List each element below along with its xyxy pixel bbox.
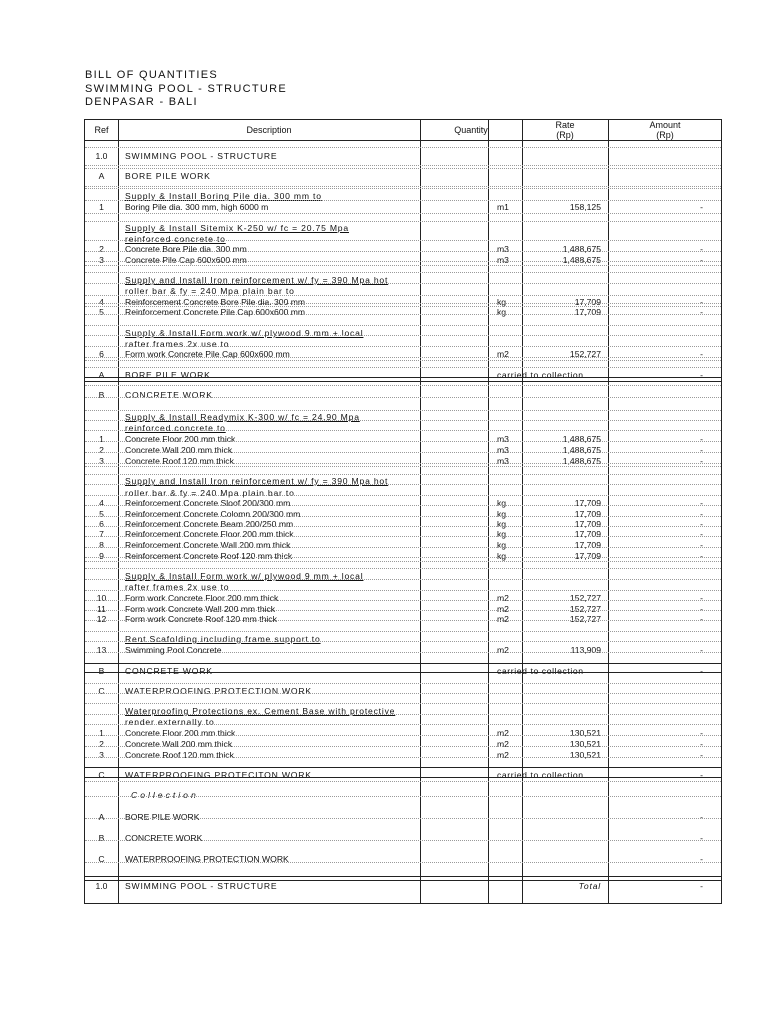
row-unit: m2	[497, 645, 509, 655]
section-rule	[85, 377, 721, 378]
row-rule	[85, 484, 721, 485]
row-amount: -	[700, 307, 703, 317]
row-unit: m3	[497, 434, 509, 444]
row-description: roller bar & fy = 240 Mpa plain bar to	[125, 488, 295, 498]
row-description: Supply & Install Sitemix K-250 w/ fc = 20.75 Mpa	[125, 223, 349, 233]
row-description: WATERPROOFING PROTECITON WORK	[125, 770, 312, 780]
row-rule	[85, 735, 721, 736]
row-description: WATERPROOFING PROTECTION WORK	[125, 854, 289, 864]
row-rule	[85, 631, 721, 632]
row-description: Reinforcement Concrete Bore Pile dia. 300 mm	[125, 297, 306, 307]
row-description: BORE PILE WORK	[125, 370, 211, 380]
header-amount-label: Amount	[649, 119, 681, 130]
column-divider	[488, 120, 489, 903]
row-ref: B	[98, 666, 105, 676]
row-rule	[85, 346, 721, 347]
header-amount	[608, 120, 722, 139]
carried-to-collection: carried to collection	[497, 666, 584, 676]
section-rule	[85, 777, 721, 778]
row-unit: kg	[497, 540, 507, 550]
row-description: CONCRETE WORK	[125, 666, 213, 676]
row-unit: m3	[497, 456, 509, 466]
row-ref: 1	[99, 202, 104, 212]
row-rule	[85, 303, 721, 304]
row-rate: 1,488,675	[562, 244, 601, 254]
row-description: Reinforcement Concrete Pile Cap 600x600 mm	[125, 307, 306, 317]
row-rule	[85, 360, 721, 361]
row-rule	[85, 466, 721, 467]
row-rule	[85, 590, 721, 591]
row-rate: 130,521	[569, 728, 601, 738]
header-description: Description	[246, 124, 292, 135]
row-rule	[85, 547, 721, 548]
row-ref: 9	[99, 551, 104, 561]
row-amount: -	[700, 255, 703, 265]
row-description: Swimming Pool Concrete	[125, 645, 222, 655]
row-amount: -	[700, 529, 703, 539]
row-rate: 1,488,675	[562, 434, 601, 444]
header-amount-unit: (Rp)	[656, 129, 674, 140]
row-rate: 17,709	[574, 529, 601, 539]
row-rule	[85, 781, 721, 782]
row-ref: 5	[99, 307, 104, 317]
row-rule	[85, 568, 721, 569]
row-rule	[85, 840, 721, 841]
row-rule	[85, 213, 721, 214]
row-description: WATERPROOFING PROTECTION WORK	[125, 686, 312, 696]
row-rate: 17,709	[574, 540, 601, 550]
row-amount: -	[700, 519, 703, 529]
row-description: Reinforcement Concrete Colomn 200/300 mm	[125, 509, 301, 519]
row-rule	[85, 186, 721, 187]
row-rule	[85, 703, 721, 704]
row-rate: 1,488,675	[562, 255, 601, 265]
row-description: Form work Concrete Pile Cap 600x600 mm	[125, 349, 290, 359]
row-unit: m1	[497, 202, 509, 212]
row-ref: C	[98, 686, 105, 696]
row-description: Reinforcement Concrete Wall 200 mm thick	[125, 540, 291, 550]
title-line: BILL OF QUANTITIES	[85, 69, 219, 81]
row-description: BORE PILE WORK	[125, 812, 200, 822]
column-divider	[118, 120, 119, 903]
row-unit: m2	[497, 739, 509, 749]
section-rule	[85, 672, 721, 673]
row-description: Collection	[131, 790, 199, 800]
row-description: Supply & Install Form work w/ plywood 9 mm + local	[125, 328, 364, 338]
row-rule	[85, 385, 721, 386]
bill-of-quantities-table	[84, 119, 722, 904]
row-amount: -	[700, 456, 703, 466]
header-quantity: Quantity	[454, 124, 488, 135]
row-description: Supply & Install Readymix K-300 w/ fc = 24.90 Mpa	[125, 412, 360, 422]
row-rule	[85, 536, 721, 537]
row-ref: 4	[99, 498, 104, 508]
row-rule	[85, 325, 721, 326]
row-rule	[85, 693, 721, 694]
row-rate: 1,488,675	[562, 456, 601, 466]
row-rule	[85, 314, 721, 315]
section-rule	[85, 767, 721, 768]
row-unit: m2	[497, 614, 509, 624]
row-rate: 113,909	[570, 645, 601, 655]
header-rate-unit: (Rp)	[556, 129, 574, 140]
row-rate: 130,521	[569, 739, 601, 749]
row-description: render externally to	[125, 717, 215, 727]
row-rule	[85, 240, 721, 241]
row-amount: -	[700, 770, 703, 780]
row-ref: 10	[96, 593, 107, 603]
row-rule	[85, 683, 721, 684]
row-rule	[85, 265, 721, 266]
row-rate: 152,727	[569, 614, 601, 624]
row-unit: m2	[497, 750, 509, 760]
row-rule	[85, 221, 721, 222]
row-unit: kg	[497, 519, 507, 529]
row-amount: -	[700, 833, 703, 843]
row-ref: 2	[99, 244, 104, 254]
row-rule	[85, 724, 721, 725]
row-description: Form work Concrete Roof 120 mm thick	[125, 614, 277, 624]
row-description: Form work Concrete Floor 200 mm thick	[125, 593, 279, 603]
row-ref: 6	[99, 519, 104, 529]
row-amount: -	[700, 551, 703, 561]
row-amount: -	[700, 434, 703, 444]
row-rule	[85, 652, 721, 653]
row-description: Concrete Floor 200 mm thick	[125, 728, 236, 738]
row-ref: 7	[99, 529, 104, 539]
row-description: Reinforcement Concrete Sloof 200/300 mm	[125, 498, 291, 508]
total-label: Total	[578, 881, 601, 891]
row-ref: 11	[97, 604, 106, 614]
row-rate: 17,709	[574, 307, 601, 317]
document-title	[85, 69, 287, 110]
row-ref: 1.0	[95, 151, 108, 161]
row-amount: -	[700, 854, 703, 864]
row-rule	[85, 251, 721, 252]
row-rule	[85, 452, 721, 453]
row-rule	[85, 495, 721, 496]
row-unit: kg	[497, 551, 507, 561]
row-unit: kg	[497, 529, 507, 539]
row-rule	[85, 367, 721, 368]
row-amount: -	[700, 509, 703, 519]
row-amount: -	[700, 445, 703, 455]
title-line: DENPASAR - BALI	[85, 96, 198, 108]
row-unit: kg	[497, 498, 507, 508]
row-rule	[85, 272, 721, 273]
row-rate: 152,727	[569, 593, 601, 603]
section-rule	[85, 880, 721, 881]
row-description: rafter frames 2x use to	[125, 582, 230, 592]
row-rule	[85, 261, 721, 262]
row-rule	[85, 505, 721, 506]
section-rule	[85, 663, 721, 664]
row-rule	[85, 188, 721, 189]
row-unit: m2	[497, 593, 509, 603]
row-ref: C	[98, 854, 105, 864]
header-divider	[85, 140, 721, 141]
row-rate: 130,521	[569, 750, 601, 760]
row-rule	[85, 818, 721, 819]
row-ref: B	[98, 833, 105, 843]
section-rule	[85, 381, 721, 382]
row-rate: 17,709	[574, 509, 601, 519]
row-description: CONCRETE WORK	[125, 390, 213, 400]
row-rule	[85, 168, 721, 169]
row-ref: 5	[99, 509, 104, 519]
row-rule	[85, 283, 721, 284]
row-rule	[85, 600, 721, 601]
row-description: Supply and Install Iron reinforcement w/ fy = 390 Mpa hot	[125, 476, 389, 486]
row-description: rafter frames 2x use to	[125, 339, 230, 349]
row-amount: -	[700, 728, 703, 738]
row-amount: -	[700, 604, 703, 614]
row-description: Concrete Roof 120 mm thick	[125, 456, 234, 466]
row-ref: A	[98, 370, 105, 380]
row-description: reinforced concrete to	[125, 234, 226, 244]
row-amount: -	[700, 498, 703, 508]
row-ref: C	[98, 770, 105, 780]
row-rule	[85, 306, 721, 307]
header-rate-label: Rate	[555, 119, 575, 130]
row-description: Rent Scafolding including frame support to	[125, 634, 321, 644]
row-rule	[85, 746, 721, 747]
row-description: Concrete Roof 120 mm thick	[125, 750, 234, 760]
row-ref: B	[98, 390, 105, 400]
row-description: Concrete Wall 200 mm thick	[125, 445, 233, 455]
row-rate: 1,488,675	[562, 445, 601, 455]
row-amount: -	[700, 540, 703, 550]
row-unit: m2	[497, 349, 509, 359]
row-description: Reinforcement Concrete Roof 120 mm thick	[125, 551, 293, 561]
row-rule	[85, 796, 721, 797]
row-rate: 17,709	[574, 519, 601, 529]
carried-to-collection: carried to collection	[497, 770, 584, 780]
row-ref: 3	[99, 255, 104, 265]
row-rule	[85, 200, 721, 201]
title-line: SWIMMING POOL - STRUCTURE	[85, 82, 287, 95]
row-rule	[85, 410, 721, 411]
row-unit: m3	[497, 445, 509, 455]
row-rule	[85, 335, 721, 336]
row-ref: 1	[99, 434, 104, 444]
row-description: SWIMMING POOL - STRUCTURE	[125, 881, 278, 891]
row-rule	[85, 430, 721, 431]
row-ref: 1	[99, 728, 104, 738]
row-amount: -	[700, 593, 703, 603]
row-rule	[85, 295, 721, 296]
row-description: Concrete Floor 200 mm thick	[125, 434, 236, 444]
row-rule	[85, 147, 721, 148]
row-unit: kg	[497, 297, 507, 307]
column-divider	[608, 120, 609, 903]
row-description: Supply & Install Boring Pile dia. 300 mm to	[125, 191, 322, 201]
row-description: Concrete Bore Pile dia. 300 mm	[125, 244, 247, 254]
row-rule	[85, 441, 721, 442]
row-ref: 1.0	[95, 881, 108, 891]
row-description: Boring Pile dia. 300 mm, high 6000 m	[125, 202, 269, 212]
row-rate: 152,727	[569, 349, 601, 359]
row-description: Supply and Install Iron reinforcement w/ fy = 390 Mpa hot	[125, 275, 389, 285]
row-rule	[85, 757, 721, 758]
row-rule	[85, 579, 721, 580]
row-rule	[85, 397, 721, 398]
row-rule	[85, 516, 721, 517]
row-ref: 3	[99, 750, 104, 760]
row-rule	[85, 620, 721, 621]
carried-to-collection: carried to collection	[497, 370, 584, 380]
row-ref: 6	[99, 349, 104, 359]
row-description: Concrete Pile Cap 600x600 mm	[125, 255, 247, 265]
row-rule	[85, 862, 721, 863]
row-rule	[85, 463, 721, 464]
row-rule	[85, 357, 721, 358]
row-ref: A	[98, 171, 105, 181]
row-unit: m2	[497, 604, 509, 614]
row-unit: kg	[497, 509, 507, 519]
row-ref: 2	[99, 445, 104, 455]
row-rule	[85, 641, 721, 642]
header-ref: Ref	[94, 124, 109, 135]
row-description: Form work Concrete Wall 200 mm thick	[125, 604, 276, 614]
row-amount: -	[700, 750, 703, 760]
row-ref: 12	[96, 614, 107, 624]
row-amount: -	[700, 244, 703, 254]
row-rule	[85, 714, 721, 715]
row-description: Reinforcement Concrete Beam 200/250 mm	[125, 519, 294, 529]
row-amount: -	[700, 349, 703, 359]
row-description: Supply & Install Form work w/ plywood 9 mm + local	[125, 571, 364, 581]
row-rule	[85, 610, 721, 611]
row-ref: 13	[96, 645, 107, 655]
row-rate: 158,125	[569, 202, 601, 212]
row-rule	[85, 474, 721, 475]
row-description: Waterproofing Protections ex. Cement Base with protective	[125, 706, 396, 716]
row-description: Reinforcement Concrete Floor 200 mm thick	[125, 529, 294, 539]
row-rate: 17,709	[574, 551, 601, 561]
row-description: reinforced concrete to	[125, 423, 226, 433]
row-description: SWIMMING POOL - STRUCTURE	[125, 151, 278, 161]
row-amount: -	[700, 812, 703, 822]
row-rule	[85, 165, 721, 166]
row-description: roller bar & fy = 240 Mpa plain bar to	[125, 286, 295, 296]
column-divider	[420, 120, 421, 903]
row-ref: 4	[99, 297, 104, 307]
row-amount: -	[700, 297, 703, 307]
row-description: CONCRETE WORK	[125, 833, 203, 843]
row-amount: -	[700, 645, 703, 655]
row-unit: m2	[497, 728, 509, 738]
row-ref: 2	[99, 739, 104, 749]
row-description: BORE PILE WORK	[125, 171, 211, 181]
row-rate: 17,709	[574, 498, 601, 508]
row-ref: A	[98, 812, 105, 822]
row-description: Concrete Wall 200 mm thick	[125, 739, 233, 749]
row-rate: 17,709	[574, 297, 601, 307]
row-amount: -	[700, 739, 703, 749]
row-rule	[85, 526, 721, 527]
section-rule	[85, 876, 721, 877]
header-rate	[522, 120, 608, 139]
row-unit: m3	[497, 255, 509, 265]
row-ref: 3	[99, 456, 104, 466]
row-amount: -	[700, 614, 703, 624]
row-rule	[85, 557, 721, 558]
row-amount: -	[700, 881, 703, 891]
row-rate: 152,727	[569, 604, 601, 614]
row-amount: -	[700, 666, 703, 676]
row-unit: m3	[497, 244, 509, 254]
row-amount: -	[700, 370, 703, 380]
row-ref: 8	[99, 540, 104, 550]
row-amount: -	[700, 202, 703, 212]
row-unit: kg	[497, 307, 507, 317]
row-rule	[85, 561, 721, 562]
row-rule	[85, 420, 721, 421]
